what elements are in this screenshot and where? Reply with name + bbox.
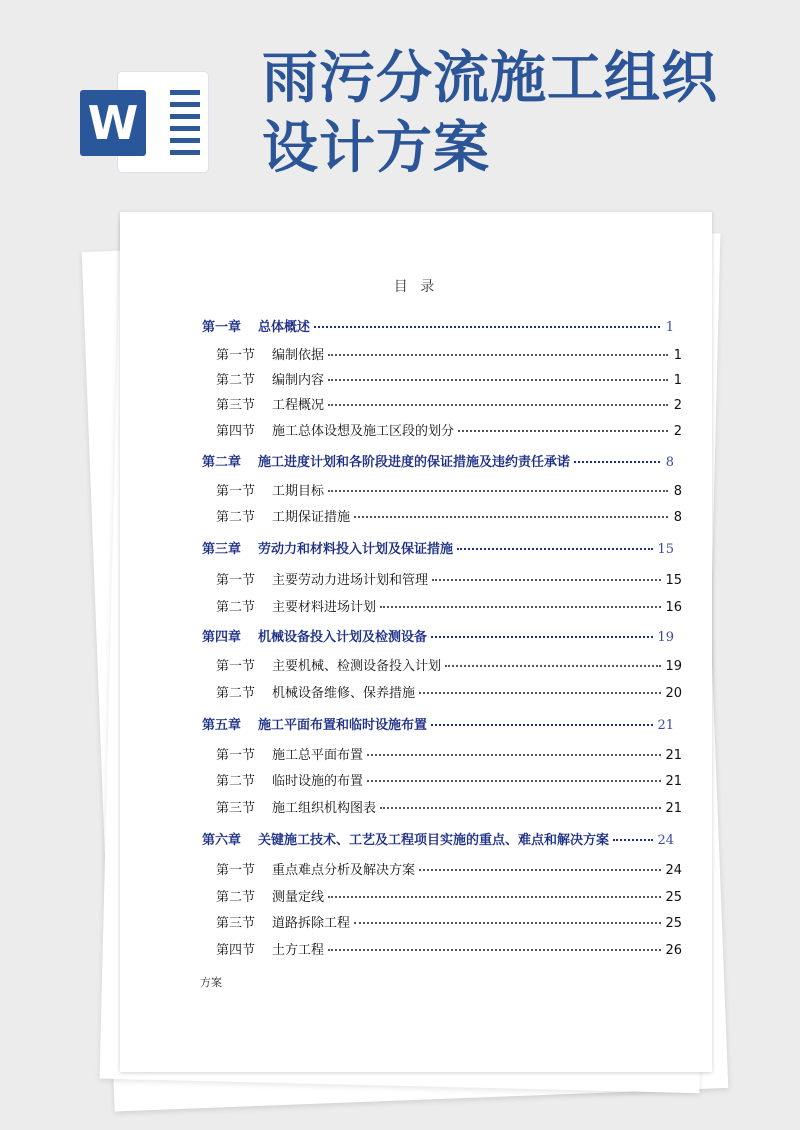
toc-dot-leader [328,404,668,406]
toc-dot-leader [380,807,661,809]
toc-section-entry[interactable] [216,797,682,816]
toc-section-entry[interactable] [216,886,682,905]
toc-entry-number: 第一节 [216,484,256,499]
toc-heading: 目 录 [393,279,439,295]
toc-dot-leader [314,326,660,328]
toc-dot-leader [457,548,653,550]
toc-section-entry[interactable] [216,596,682,615]
toc-dot-leader [419,869,661,871]
toc-entry-number: 第一节 [216,659,256,674]
toc-page-number: 2 [673,398,682,413]
toc-page-number: 25 [665,890,682,905]
toc-page-number: 25 [665,916,682,931]
toc-entry-label: 施工总体设想及施工区段的划分 [272,424,455,439]
toc-page-number: 24 [657,833,674,848]
toc-entry-label: 施工组织机构图表 [272,801,377,816]
toc-page-number: 26 [665,943,682,958]
toc-dot-leader [328,490,668,492]
toc-entry-label: 临时设施的布置 [272,774,364,789]
toc-entry-label: 关键施工技术、工艺及工程项目实施的重点、难点和解决方案 [258,833,610,848]
toc-entry-number: 第二节 [216,373,256,388]
toc-chapter-entry[interactable] [202,451,674,470]
toc-entry-label: 施工进度计划和各阶段进度的保证措施及违约责任承诺 [258,455,571,470]
toc-entry-label: 工期保证措施 [272,510,351,525]
toc-page-number: 24 [665,863,682,878]
toc-dot-leader [432,579,661,581]
toc-dot-leader [431,636,653,638]
toc-dot-leader [431,724,653,726]
toc-dot-leader [354,922,661,924]
toc-page-number: 8 [665,455,674,470]
toc-section-entry[interactable] [216,369,682,388]
toc-entry-label: 施工平面布置和临时设施布置 [258,718,428,733]
toc-entry-number: 第一节 [216,348,256,363]
toc-entry-label: 工程概况 [272,398,325,413]
toc-entry-label: 编制依据 [272,348,325,363]
toc-dot-leader [328,354,668,356]
toc-page-number: 2 [673,424,682,439]
toc-dot-leader [613,839,653,841]
toc-entry-label: 主要机械、检测设备投入计划 [272,659,442,674]
toc-entry-number: 第二节 [216,510,256,525]
toc-section-entry[interactable] [216,770,682,789]
toc-page-number: 16 [665,600,682,615]
toc-page-number: 8 [673,510,682,525]
toc-page-number: 8 [673,484,682,499]
toc-chapter-entry[interactable] [202,538,674,557]
toc-entry-label: 主要劳动力进场计划和管理 [272,573,429,588]
toc-page-number: 15 [665,573,682,588]
toc-page-number: 21 [665,774,682,789]
toc-entry-number: 第二节 [216,600,256,615]
toc-entry-number: 第二章 [202,455,242,470]
toc-entry-label: 测量定线 [272,890,325,905]
toc-entry-number: 第三节 [216,398,256,413]
toc-entry-number: 第二节 [216,774,256,789]
toc-section-entry[interactable] [216,480,682,499]
toc-section-entry[interactable] [216,569,682,588]
toc-dot-leader [380,606,661,608]
toc-chapter-entry[interactable] [202,829,674,848]
toc-entry-number: 第二节 [216,686,256,701]
toc-entry-label: 劳动力和材料投入计划及保证措施 [258,542,454,557]
toc-section-entry[interactable] [216,744,682,763]
toc-entry-number: 第二节 [216,890,256,905]
toc-page-number: 1 [665,320,674,335]
toc-entry-label: 工期目标 [272,484,325,499]
toc-dot-leader [367,754,661,756]
toc-dot-leader [354,516,668,518]
toc-section-entry[interactable] [216,682,682,701]
toc-chapter-entry[interactable] [202,714,674,733]
toc-section-entry[interactable] [216,859,682,878]
toc-entry-number: 第三节 [216,916,256,931]
document-page [120,212,712,1072]
toc-entry-label: 重点难点分析及解决方案 [272,863,416,878]
toc-entry-label: 机械设备投入计划及检测设备 [258,630,428,645]
toc-dot-leader [328,896,661,898]
toc-page-number: 1 [673,373,682,388]
toc-section-entry[interactable] [216,506,682,525]
toc-chapter-entry[interactable] [202,626,674,645]
toc-entry-number: 第一节 [216,748,256,763]
toc-page-number: 19 [657,630,674,645]
toc-page-number: 15 [657,542,674,557]
toc-entry-label: 道路拆除工程 [272,916,351,931]
toc-entry-number: 第四章 [202,630,242,645]
toc-dot-leader [328,949,661,951]
toc-entry-label: 总体概述 [258,320,311,335]
toc-section-entry[interactable] [216,344,682,363]
toc-section-entry[interactable] [216,912,682,931]
toc-entry-label: 施工总平面布置 [272,748,364,763]
toc-entry-number: 第一节 [216,573,256,588]
toc-entry-label: 编制内容 [272,373,325,388]
toc-dot-leader [367,780,661,782]
toc-page-number: 21 [665,801,682,816]
toc-page-number: 21 [657,718,674,733]
toc-entry-label: 机械设备维修、保养措施 [272,686,416,701]
page-footer-text: 方案 [200,976,222,989]
toc-entry-number: 第六章 [202,833,242,848]
toc-entry-label: 主要材料进场计划 [272,600,377,615]
toc-entry-number: 第三节 [216,801,256,816]
toc-dot-leader [419,692,661,694]
toc-page-number: 20 [665,686,682,701]
toc-chapter-entry[interactable] [202,316,674,335]
toc-entry-number: 第四节 [216,943,256,958]
word-logo-icon [80,72,220,172]
toc-page-number: 21 [665,748,682,763]
toc-entry-number: 第三章 [202,542,242,557]
toc-dot-leader [445,665,661,667]
toc-section-entry[interactable] [216,655,682,674]
toc-entry-number: 第一节 [216,863,256,878]
toc-page-number: 19 [665,659,682,674]
word-badge: W [80,90,146,156]
page-title: 雨污分流施工组织设计方案 [262,46,718,181]
toc-page-number: 1 [673,348,682,363]
toc-dot-leader [574,461,660,463]
toc-entry-number: 第一章 [202,320,242,335]
toc-entry-number: 第五章 [202,718,242,733]
toc-dot-leader [458,430,668,432]
toc-section-entry[interactable] [216,939,682,958]
toc-entry-number: 第四节 [216,424,256,439]
toc-entry-label: 土方工程 [272,943,325,958]
toc-section-entry[interactable] [216,420,682,439]
toc-section-entry[interactable] [216,394,682,413]
toc-dot-leader [328,379,668,381]
